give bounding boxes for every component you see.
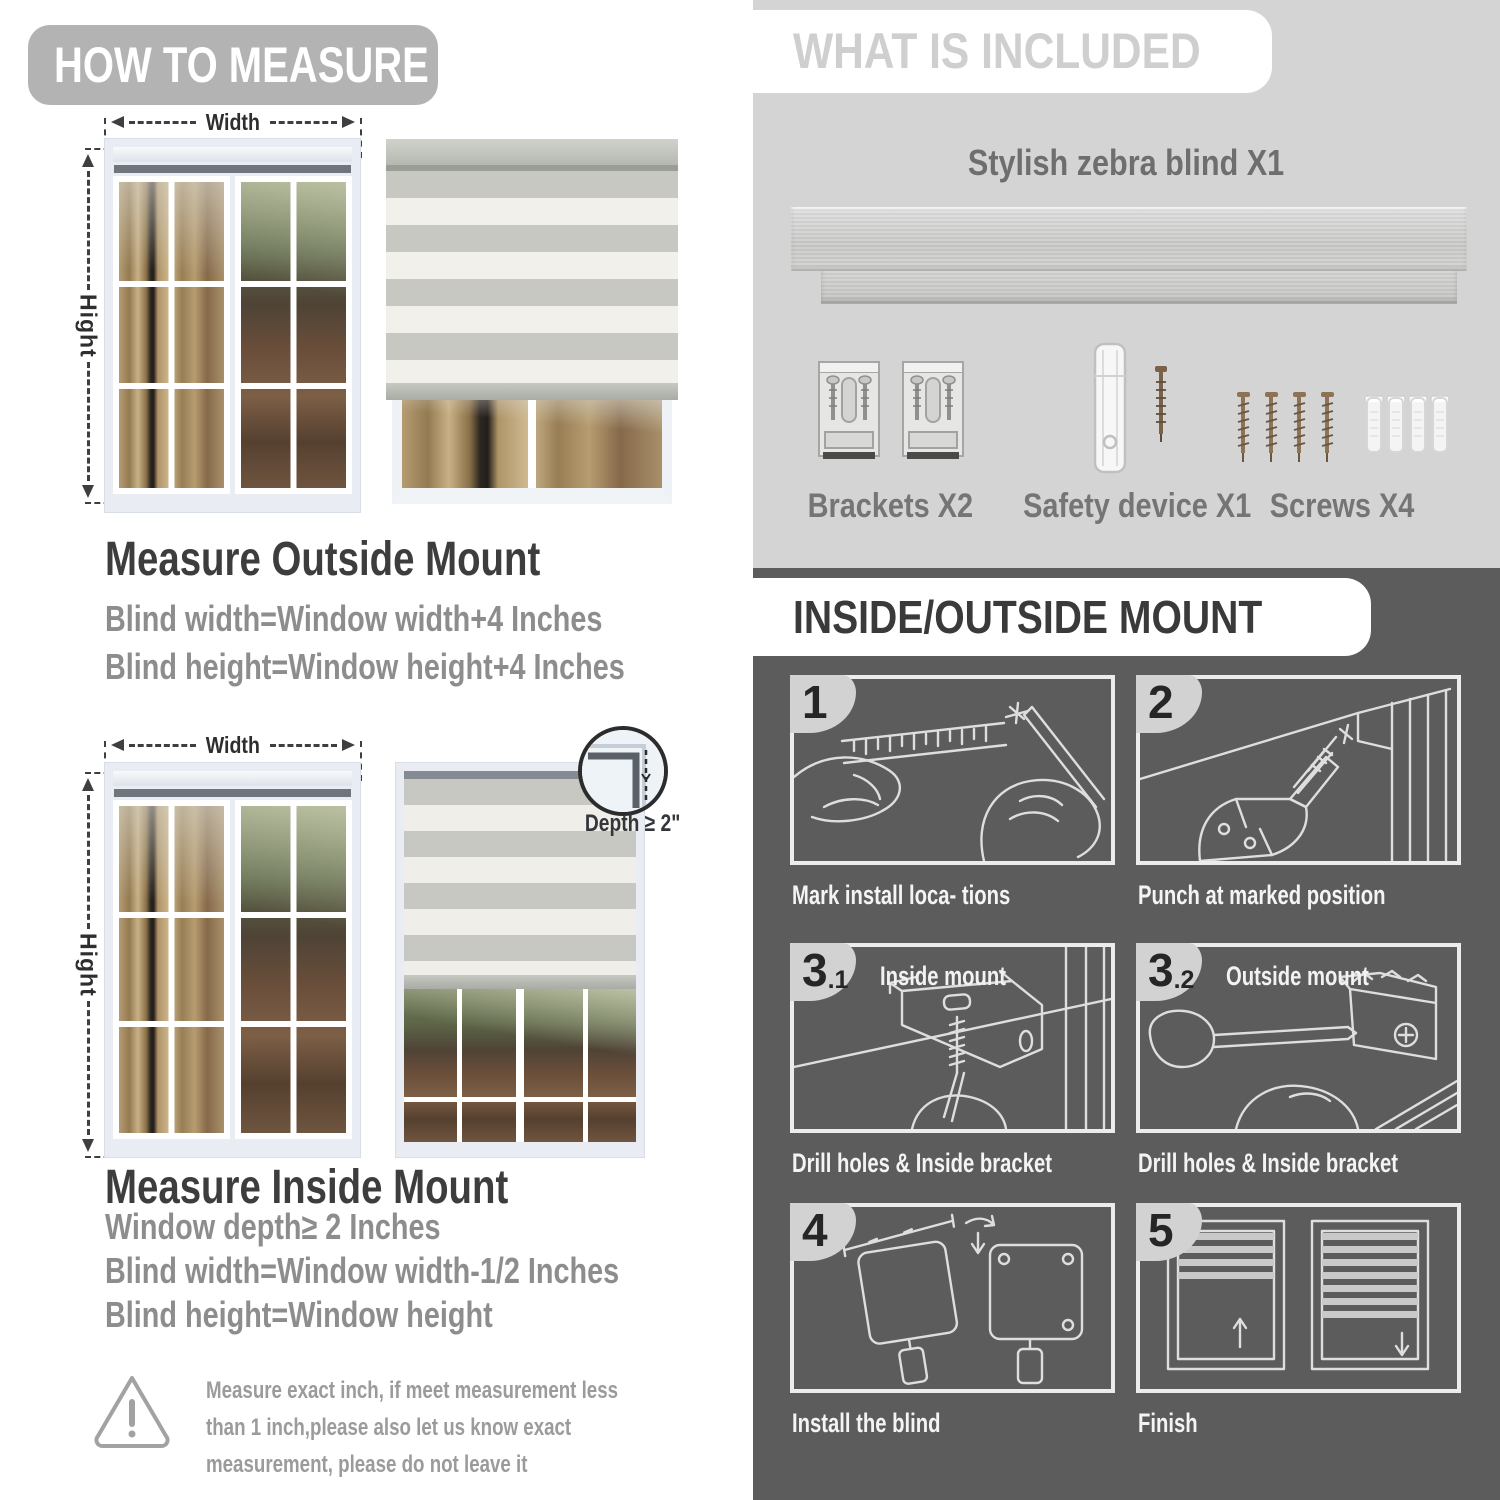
screws-label: Screws X4	[1269, 487, 1415, 525]
dashed-line	[129, 121, 196, 124]
window-photo	[235, 176, 352, 494]
step-panel-3-1	[790, 943, 1115, 1133]
step-badge: 3.2	[1136, 943, 1202, 1001]
arrow-right-icon	[342, 116, 355, 128]
window-lintel	[113, 771, 352, 786]
step-panel-5	[1136, 1203, 1461, 1393]
dashed-line	[129, 744, 196, 747]
step-3-2-title: Outside mount	[1226, 961, 1369, 991]
step-badge: 2	[1136, 675, 1202, 733]
width-measure-outside	[104, 104, 362, 140]
blind-bottom-rail	[404, 975, 636, 989]
arrow-left-icon	[111, 739, 124, 751]
step-panel-1	[790, 675, 1115, 865]
headrail-image	[791, 207, 1467, 271]
warning-text: Measure exact inch, if meet measurement less than 1 inch,please also let us know exact measurement, please do not leave it	[206, 1377, 619, 1478]
safety-device-icon	[1073, 342, 1185, 484]
window-mullion	[583, 989, 588, 1142]
window-doors	[113, 800, 352, 1139]
dashed-line	[87, 362, 90, 481]
arrow-left-icon	[111, 116, 124, 128]
step-5-caption: Finish	[1138, 1408, 1198, 1438]
step-panel-2	[1136, 675, 1461, 865]
step-badge: 5	[1136, 1203, 1202, 1261]
zebra-blind-illustration-outside	[386, 139, 678, 504]
step-badge: 3.1	[790, 943, 856, 1001]
window-below-blind	[392, 400, 672, 504]
what-is-included-header: WHAT IS INCLUDED	[753, 10, 1272, 93]
step-3-1-caption: Drill holes & Inside bracket	[792, 1148, 1052, 1178]
brackets-icon	[815, 356, 967, 480]
how-to-measure-title: HOW TO MEASURE	[54, 37, 429, 93]
how-to-measure-header	[28, 25, 438, 105]
window-top-shadow	[114, 789, 351, 797]
outside-formula-height: Blind height=Window height+4 Inches	[105, 646, 625, 687]
depth-label: Depth ≥ 2"	[585, 810, 681, 837]
screws-icon	[1237, 388, 1449, 474]
step-panel-4	[790, 1203, 1115, 1393]
dashed-line	[87, 171, 90, 290]
arrow-down-icon	[82, 1139, 94, 1152]
blind-cassette	[386, 139, 678, 171]
dashed-line	[87, 1001, 90, 1135]
window-mullion	[457, 989, 462, 1142]
warning-triangle-icon	[92, 1372, 172, 1450]
dashed-line	[270, 744, 337, 747]
window-doors	[113, 176, 352, 494]
outside-mount-title: Measure Outside Mount	[105, 533, 541, 586]
inside-formula-width: Blind width=Window width-1/2 Inches	[105, 1250, 620, 1291]
arrow-down-icon	[82, 485, 94, 498]
arrow-up-icon	[82, 154, 94, 167]
dashed-line	[87, 795, 90, 929]
step-badge: 1	[790, 675, 856, 733]
window-lintel	[113, 147, 352, 162]
outside-formula-width: Blind width=Window width+4 Inches	[105, 598, 603, 639]
dashed-line	[270, 121, 337, 124]
inside-mount-title: Measure Inside Mount	[105, 1161, 509, 1214]
inside-formula-height: Blind height=Window height	[105, 1294, 493, 1335]
window-photo	[113, 800, 230, 1139]
step-4-caption: Install the blind	[792, 1408, 941, 1438]
included-section	[753, 0, 1500, 568]
window-illustration-outside	[104, 138, 361, 513]
step-3-1-title: Inside mount	[880, 961, 1006, 991]
window-mullion	[404, 1097, 636, 1102]
step-1-caption: Mark install loca- tions	[792, 880, 1011, 910]
width-measure-inside	[104, 727, 362, 763]
inside-outside-mount-header: INSIDE/OUTSIDE MOUNT	[753, 578, 1371, 656]
safety-device-label: Safety device X1	[1023, 487, 1252, 525]
step-panel-3-2	[1136, 943, 1461, 1133]
window-illustration-inside	[104, 762, 361, 1158]
step-badge: 4	[790, 1203, 856, 1261]
window-top-shadow	[114, 165, 351, 173]
height-label: Hight	[75, 933, 102, 997]
window-mullions	[119, 806, 224, 1133]
mount-section	[753, 568, 1500, 1500]
window-mullions	[241, 806, 346, 1133]
window-mullion	[528, 400, 536, 488]
blind-bottom-rail	[386, 383, 678, 400]
window-below-blind	[404, 989, 636, 1142]
window-photo	[235, 800, 352, 1139]
height-label: Hight	[75, 294, 102, 358]
height-measure-inside	[70, 772, 106, 1158]
headrail-bottom-rail-image	[821, 271, 1457, 304]
window-mullion	[516, 989, 524, 1142]
window-mullions	[241, 182, 346, 488]
height-measure-outside	[70, 148, 106, 504]
inside-formula-depth: Window depth≥ 2 Inches	[105, 1206, 441, 1247]
blind-fabric	[386, 171, 678, 383]
arrow-right-icon	[342, 739, 355, 751]
blind-item-label: Stylish zebra blind X1	[968, 142, 1285, 183]
step-3-2-caption: Drill holes & Inside bracket	[1138, 1148, 1398, 1178]
warning-note	[92, 1372, 766, 1483]
width-label: Width	[205, 108, 261, 135]
step-2-caption: Punch at marked position	[1138, 880, 1386, 910]
depth-magnifier-icon	[578, 726, 668, 816]
frame-corner-detail	[582, 730, 664, 812]
window-photo	[113, 176, 230, 494]
arrow-up-icon	[82, 778, 94, 791]
width-label: Width	[205, 731, 261, 758]
window-mullions	[119, 182, 224, 488]
brackets-label: Brackets X2	[807, 487, 973, 525]
